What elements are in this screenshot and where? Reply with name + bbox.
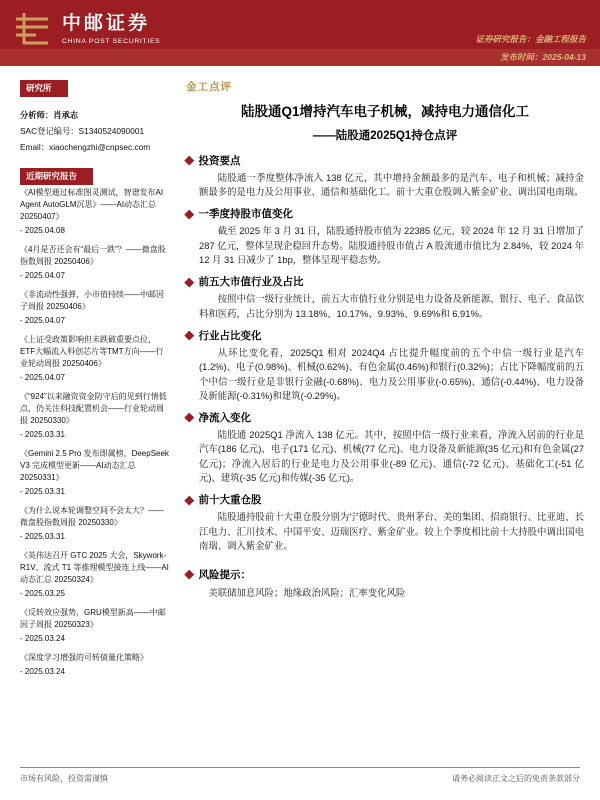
analyst-block	[20, 107, 170, 156]
report-item-title: 《“924”以来融资资金防守后的见到行情低点，仍关注科技配置机会——行业轮动周报 20250330》	[20, 391, 167, 425]
report-list-item	[20, 652, 170, 678]
brand-name-en: CHINA POST SECURITIES	[62, 37, 161, 45]
report-item-title: 《AI模型通过标准图灵测试，智谱发布AI Agent AutoGLM沉思》——AI动态汇总 20250407》	[20, 187, 164, 221]
institute-label: 研究所	[20, 80, 68, 97]
diamond-bullet-icon	[185, 570, 194, 579]
footer-disclaimer-right: 请务必阅读正文之后的免责条款部分	[452, 774, 580, 783]
main-content	[186, 78, 584, 758]
report-item-date: - 2025.04.07	[20, 372, 65, 382]
recent-reports-list	[20, 187, 170, 678]
report-item-date: - 2025.04.07	[20, 315, 65, 325]
analyst-name: 分析师：肖承志	[20, 109, 79, 120]
risk-body: 美联储加息风险；地缘政治风险；汇率变化风险	[208, 587, 406, 599]
report-item-title: 《4月是否还会有“最后一跌”？——微盘股指数周报 20250406》	[20, 244, 166, 266]
report-sections	[186, 153, 584, 553]
report-section	[186, 206, 584, 267]
report-subtitle: ——陆股通2025Q1持仓点评	[312, 129, 458, 142]
report-list-item	[20, 505, 170, 543]
report-title: 陆股通Q1增持汽车电子机械，减持电力通信化工	[240, 104, 529, 119]
report-section	[186, 274, 584, 321]
sidebar	[20, 78, 170, 758]
section-heading-text: 投资要点	[198, 154, 241, 167]
report-item-date: - 2025.03.24	[20, 666, 65, 676]
report-header	[0, 0, 600, 66]
section-heading	[186, 328, 584, 343]
section-body: 陆股通 2025Q1 净流入 138 亿元。其中，按照中信一级行业来看，净流入居前的行业是汽车(186 亿元)、电子(171 亿元)、机械(77 亿元)、电力设备及新能源(35 亿元)和有色金属(27 亿元)；净流入居后的行业是电力及公用事业(-89 亿元)、通信(-72 亿元)、基础化工(-51 亿元)、建筑(-35 亿元)和传媒(-35 亿元)。	[199, 429, 584, 484]
report-item-title: 《非流动性强弹，小市值持续——中邮因子周报 20250406》	[20, 289, 164, 311]
section-heading-text: 一季度持股市值变化	[198, 208, 293, 221]
risk-section	[186, 567, 584, 600]
report-list-item	[20, 448, 170, 498]
report-list-item	[20, 550, 170, 600]
section-body: 陆股通一季度整体净流入 138 亿元，其中增持金额最多的是汽车、电子和机械；减持金额最多的是电力及公用事业、通信和基础化工。前十大重仓股调入紫金矿业、调出国电南瑞。	[199, 171, 584, 198]
report-item-title: 《上证受政策影响但未跌破重要点位，ETF大幅流入科创芯片等TMT方向——行业轮动周报 20250406》	[20, 334, 164, 368]
page-body	[0, 66, 600, 758]
column-label: 金工点评	[186, 81, 232, 93]
section-heading	[186, 567, 584, 582]
diamond-bullet-icon	[185, 156, 194, 165]
report-item-title: 《为什么说本轮调整空间不会太大？——微盘股指数周报 20250330》	[20, 505, 164, 527]
section-body: 从环比变化看，2025Q1 相对 2024Q4 占比提升幅度前的五个中信一级行业是汽车(1.2%)、电子(0.98%)、机械(0.62%)、有色金属(0.46%)和银行(0.32%)；占比下降幅度前的五个中信一级行业是非银行金融(-0.68%)、电力及公用事业(-0.65%)、通信(-0.44%)、电力设备及新能源(-0.31%)和建筑(-0.29%)。	[199, 346, 584, 401]
section-body: 截至 2025 年 3 月 31 日，陆股通持股市值为 22385 亿元，较 2024 年 12 月 31 日增加了 287 亿元，整体呈现企稳回升态势。陆股通持股市值占 A 股流通市值比为 2.84%，较 2024 年 12 月 31 日减少了 1bp，整体呈现平稳态势。	[199, 225, 584, 266]
report-section	[186, 328, 584, 403]
report-list-item	[20, 289, 170, 327]
page-footer	[20, 767, 580, 784]
report-item-title: 《反转效应强势，GRU模型新高——中邮因子周报 20250323》	[20, 607, 166, 629]
report-item-date: - 2025.03.24	[20, 633, 65, 643]
section-heading	[186, 410, 584, 425]
report-list-item	[20, 391, 170, 441]
section-heading	[186, 492, 584, 507]
section-heading	[186, 153, 584, 168]
report-section	[186, 153, 584, 200]
report-item-date: - 2025.03.31	[20, 531, 65, 541]
section-body: 按照中信一级行业统计，前五大市值行业分别是电力设备及新能源、银行、电子、食品饮料和医药，占比分别为 13.18%、10.17%、9.93%、9.69%和 6.91%。	[199, 293, 584, 319]
brand-name-cn: 中邮证券	[62, 13, 151, 35]
report-section	[186, 492, 584, 553]
diamond-bullet-icon	[185, 331, 194, 340]
section-heading-text: 净流入变化	[198, 412, 251, 425]
report-item-title: 《Gemini 2.5 Pro 发布即属榜，DeepSeek V3 完成模型更新——AI动态汇总 20250331》	[20, 448, 169, 482]
report-item-date: - 2025.03.31	[20, 486, 65, 496]
footer-disclaimer-left: 市场有风险，投资需谨慎	[20, 774, 108, 783]
report-item-title: 《英伟达召开 GTC 2025 大会，Skywork-R1V、流式 T1 等推理模型接连上线——AI 动态汇总 20250324》	[20, 550, 169, 584]
report-item-date: - 2025.03.31	[20, 429, 65, 439]
analyst-email: Email：xiaochengzhi@cnpsec.com	[20, 141, 151, 152]
analyst-sac: SAC登记编号：S1340524090001	[20, 125, 145, 136]
brand-logo	[10, 7, 160, 51]
recent-reports-label: 近期研究报告	[20, 168, 93, 185]
report-item-date: - 2025.04.07	[20, 270, 65, 280]
report-list-item	[20, 607, 170, 645]
section-heading-text: 前五大市值行业及占比	[198, 276, 304, 289]
section-body: 陆股通持股前十大重仓股分别为宁德时代、贵州茅台、美的集团、招商银行、比亚迪、长江电力、汇川技术、中国平安、迈瑞医疗、紫金矿业。较上个季度相比前十大持股中调出国电南瑞、调入紫金矿业。	[199, 511, 584, 551]
report-type-label: 证券研究报告：金融工程报告	[475, 34, 586, 44]
section-heading	[186, 206, 584, 221]
section-heading-text: 行业占比变化	[198, 329, 262, 342]
diamond-bullet-icon	[185, 277, 194, 286]
report-item-title: 《深度学习增强的可转债量化策略》	[20, 652, 148, 662]
publish-date: 发布时间：2025-04-13	[500, 52, 586, 62]
header-band	[0, 49, 600, 66]
report-list-item	[20, 187, 170, 237]
diamond-bullet-icon	[185, 209, 194, 218]
report-item-date: - 2025.03.25	[20, 588, 65, 598]
risk-heading-text: 风险提示：	[198, 569, 251, 582]
brand-text	[62, 13, 160, 45]
diamond-bullet-icon	[185, 413, 194, 422]
diamond-bullet-icon	[185, 495, 194, 504]
section-heading-text: 前十大重仓股	[198, 494, 262, 507]
report-section	[186, 410, 584, 485]
report-list-item	[20, 244, 170, 282]
report-list-item	[20, 334, 170, 384]
china-post-emblem-icon	[10, 7, 54, 51]
report-item-date: - 2025.04.08	[20, 225, 65, 235]
section-heading	[186, 274, 584, 289]
